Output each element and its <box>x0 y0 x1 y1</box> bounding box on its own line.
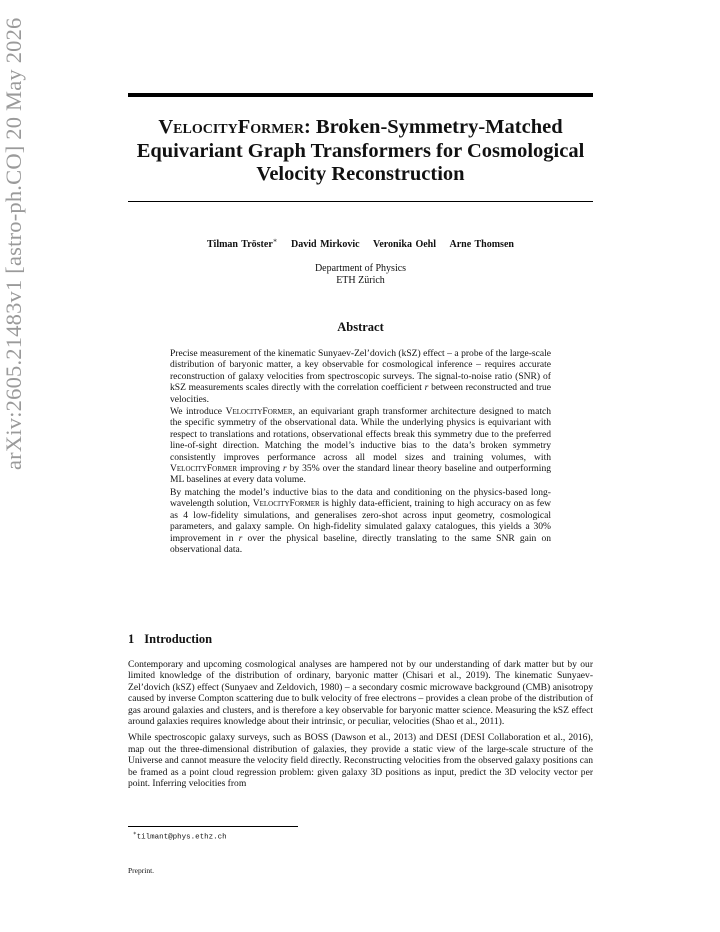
section-heading-introduction <box>128 632 593 647</box>
introduction-body <box>128 659 593 794</box>
author: Veronika Oehl <box>373 239 437 251</box>
author: David Mirkovic <box>291 239 360 251</box>
abstract-heading: Abstract <box>337 320 384 334</box>
preprint-label: Preprint. <box>128 866 155 875</box>
footnote-email: ∗tilmant@phys.ethz.ch <box>133 830 227 842</box>
footnote-rule <box>128 826 298 827</box>
arxiv-identifier: arXiv:2605.21483v1 [astro-ph.CO] 20 May 2026 <box>1 17 26 470</box>
title-rule-top <box>128 93 593 97</box>
affiliation: Department of Physics ETH Zürich <box>314 263 407 286</box>
abstract-paragraph: By matching the model’s inductive bias to the data and conditioning on the physics-based long-wavelength solution, VelocityFormer is highly data-efficient, training to high accuracy on as few as 4 low-fidelity simulations, and generalises zero-shot across input geometry, cosmological parameters, and galaxy sample. On high-fidelity simulated galaxy catalogues, this yields a 30% improvement in r over the physical baseline, directly translating to the same SNR gain on observational data. <box>170 486 551 555</box>
title-line-1: : Broken-Symmetry-Matched <box>303 116 563 138</box>
abstract-body <box>170 348 551 556</box>
body-paragraph: Contemporary and upcoming cosmological analyses are hampered not by our understanding of dark matter but by our limited knowledge of the distribution of ordinary, baryonic matter (Chisari et al., 2019). The kinematic Sunyaev-Zel’dovich (kSZ) effect (Sunyaev and Zeldovich, 1980) – a secondary cosmic microwave background (CMB) anisotropy caused by inverse Compton scattering due to bulk velocity of free electrons – provides a clean probe of the distribution of gas around galaxies and clusters, and is therefore a key observable for baryonic matter science. Measuring the kSZ effect around galaxies requires knowledge about their intrinsic, or peculiar, velocities (Shao et al., 2011). <box>128 659 594 728</box>
section-number: 1 <box>128 632 135 646</box>
title-rule-bottom <box>128 201 593 202</box>
abstract-paragraph: We introduce VelocityFormer, an equivariant graph transformer architecture designed to match the specific symmetry of the observational data. While the underlying physics is equivariant with respect to translations and rotations, observational effects break this symmetry due to the preferred line-of-sight direction. Matching the model’s inductive bias to the data’s broken symmetry consistently improves performance across all model sizes and training volumes, with VelocityFormer improving r by 35% over the standard linear theory baseline and outperforming ML baselines at every data volume. <box>170 406 552 486</box>
footnote-mark: ∗ <box>272 237 278 245</box>
title-line-2: Equivariant Graph Transformers for Cosmological <box>136 139 585 162</box>
paper-title <box>128 116 593 187</box>
abstract-paragraph: Precise measurement of the kinematic Sunyaev-Zel’dovich (kSZ) effect – a probe of the large-scale distribution of baryonic matter, a key observable for cosmological inference – requires accurate reconstruction of galaxy velocities from spectroscopic surveys. The signal-to-noise ratio (SNR) of kSZ measurements scales directly with the correlation coefficient r between reconstructed and true velocities. <box>170 348 552 405</box>
body-paragraph: While spectroscopic galaxy surveys, such as BOSS (Dawson et al., 2013) and DESI (DESI Collaboration et al., 2016), map out the three-dimensional distribution of galaxies, they provide a static view of the large-scale structure of the Universe and cannot measure the velocity field directly. Reconstructing velocities from the observed galaxy positions can be framed as a point cloud regression problem: given galaxy 3D positions as input, predict the 3D velocity vector per point. Inferring velocities from <box>128 732 593 790</box>
author-list <box>128 237 593 250</box>
author: Tilman Tröster∗ <box>207 237 278 251</box>
title-line-3: Velocity Reconstruction <box>256 163 465 185</box>
title-model-name: VelocityFormer <box>158 116 304 138</box>
author: Arne Thomsen <box>449 239 514 251</box>
section-title: Introduction <box>144 632 213 646</box>
